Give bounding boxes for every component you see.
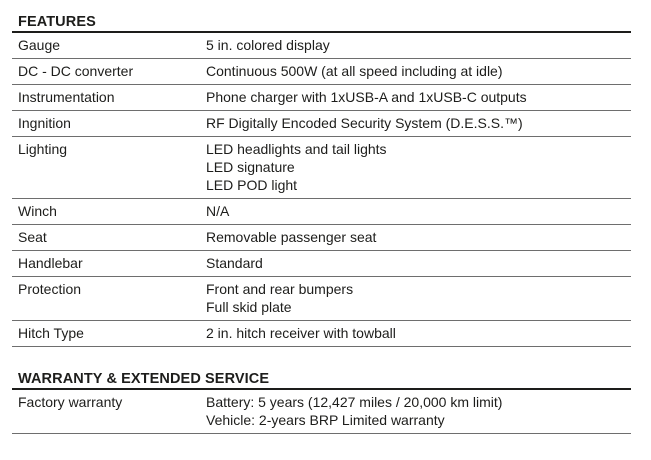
spec-value-line: Battery: 5 years (12,427 miles / 20,000 km limit) <box>206 394 503 410</box>
spec-row-seat <box>12 225 631 251</box>
spec-value-line: 2 in. hitch receiver with towball <box>206 325 396 341</box>
spec-value-line: 5 in. colored display <box>206 37 330 53</box>
features-table <box>12 33 631 347</box>
spec-label: Winch <box>18 203 57 219</box>
spec-value <box>206 254 631 272</box>
spec-row-hitch-type <box>12 321 631 347</box>
spec-value <box>206 88 631 106</box>
spec-value <box>206 280 631 316</box>
spec-value-line: Vehicle: 2-years BRP Limited warranty <box>206 412 445 428</box>
spec-value <box>206 393 631 429</box>
spec-value <box>206 202 631 220</box>
spec-label: Instrumentation <box>18 89 115 105</box>
spec-row-factory-warranty <box>12 390 631 434</box>
spec-row-gauge <box>12 33 631 59</box>
warranty-section <box>12 370 631 434</box>
spec-value-line: LED headlights and tail lights <box>206 141 387 157</box>
spec-label: Gauge <box>18 37 61 53</box>
spec-value-line: Continuous 500W (at all speed including at idle) <box>206 63 503 79</box>
spec-value-line: LED signature <box>206 159 295 175</box>
spec-label: Hitch Type <box>18 325 84 341</box>
spec-label: DC - DC converter <box>18 63 134 79</box>
spec-row-ignition <box>12 111 631 137</box>
spec-value <box>206 114 631 132</box>
spec-value <box>206 62 631 80</box>
spec-label: Factory warranty <box>18 394 123 410</box>
warranty-table <box>12 390 631 434</box>
spec-row-lighting <box>12 137 631 199</box>
features-title: FEATURES <box>18 14 96 30</box>
spec-label: Handlebar <box>18 255 83 271</box>
spec-value-line: RF Digitally Encoded Security System (D.E.S.S.™) <box>206 115 523 131</box>
spec-label: Seat <box>18 229 47 245</box>
spec-label: Ingnition <box>18 115 71 131</box>
spec-row-dc-converter <box>12 59 631 85</box>
spec-label: Protection <box>18 281 82 297</box>
spec-value-line: Full skid plate <box>206 299 292 315</box>
spec-value-line: LED POD light <box>206 177 298 193</box>
spec-value-line: Removable passenger seat <box>206 229 377 245</box>
spec-value <box>206 140 631 194</box>
spec-row-protection <box>12 277 631 321</box>
warranty-title: WARRANTY & EXTENDED SERVICE <box>18 371 270 387</box>
spec-label: Lighting <box>18 141 68 157</box>
spec-value <box>206 228 631 246</box>
features-section <box>12 13 631 347</box>
spec-value-line: N/A <box>206 203 230 219</box>
spec-value-line: Standard <box>206 255 263 271</box>
spec-row-handlebar <box>12 251 631 277</box>
spec-value-line: Phone charger with 1xUSB-A and 1xUSB-C outputs <box>206 89 527 105</box>
spec-row-winch <box>12 199 631 225</box>
spec-value-line: Front and rear bumpers <box>206 281 354 297</box>
spec-row-instrumentation <box>12 85 631 111</box>
spec-value <box>206 324 631 342</box>
spec-value <box>206 36 631 54</box>
